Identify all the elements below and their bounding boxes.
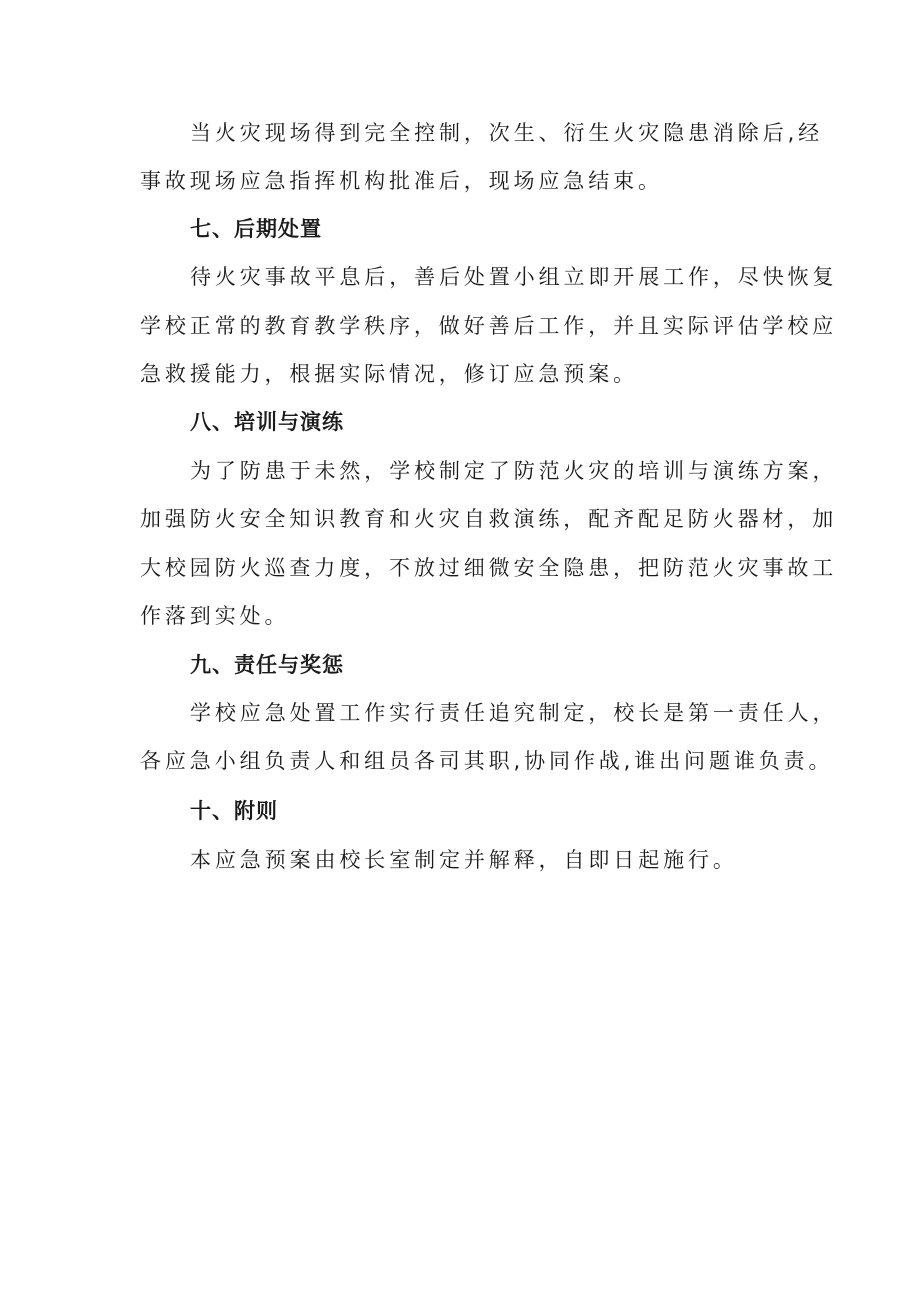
paragraph-line: 急救援能力，根据实际情况，修订应急预案。 — [140, 362, 638, 386]
section-heading-10: 十、附则 — [190, 799, 278, 823]
paragraph-line: 待火灾事故平息后，善后处置小组立即开展工作，尽快恢复 — [190, 265, 838, 289]
paragraph-line: 本应急预案由校长室制定并解释，自即日起施行。 — [190, 848, 738, 872]
paragraph-line: 加强防火安全知识教育和火灾自救演练，配齐配足防火器材，加 — [140, 507, 838, 531]
section-heading-8: 八、培训与演练 — [190, 410, 344, 434]
paragraph-line: 事故现场应急指挥机构批准后，现场应急结束。 — [140, 169, 663, 193]
paragraph-line: 各应急小组负责人和组员各司其职,协同作战,谁出问题谁负责。 — [140, 749, 834, 773]
section-heading-9: 九、责任与奖惩 — [190, 653, 344, 677]
paragraph-line: 大校园防火巡查力度，不放过细微安全隐患，把防范火灾事故工 — [140, 556, 838, 580]
paragraph-line: 为了防患于未然，学校制定了防范火灾的培训与演练方案， — [190, 459, 838, 483]
paragraph-line: 作落到实处。 — [140, 604, 290, 628]
paragraph-line: 学校正常的教育教学秩序，做好善后工作，并且实际评估学校应 — [140, 314, 838, 338]
paragraph-line: 学校应急处置工作实行责任追究制定，校长是第一责任人， — [190, 701, 838, 725]
section-heading-7: 七、后期处置 — [190, 217, 322, 241]
paragraph-line: 当火灾现场得到完全控制，次生、衍生火灾隐患消除后,经 — [190, 121, 824, 145]
